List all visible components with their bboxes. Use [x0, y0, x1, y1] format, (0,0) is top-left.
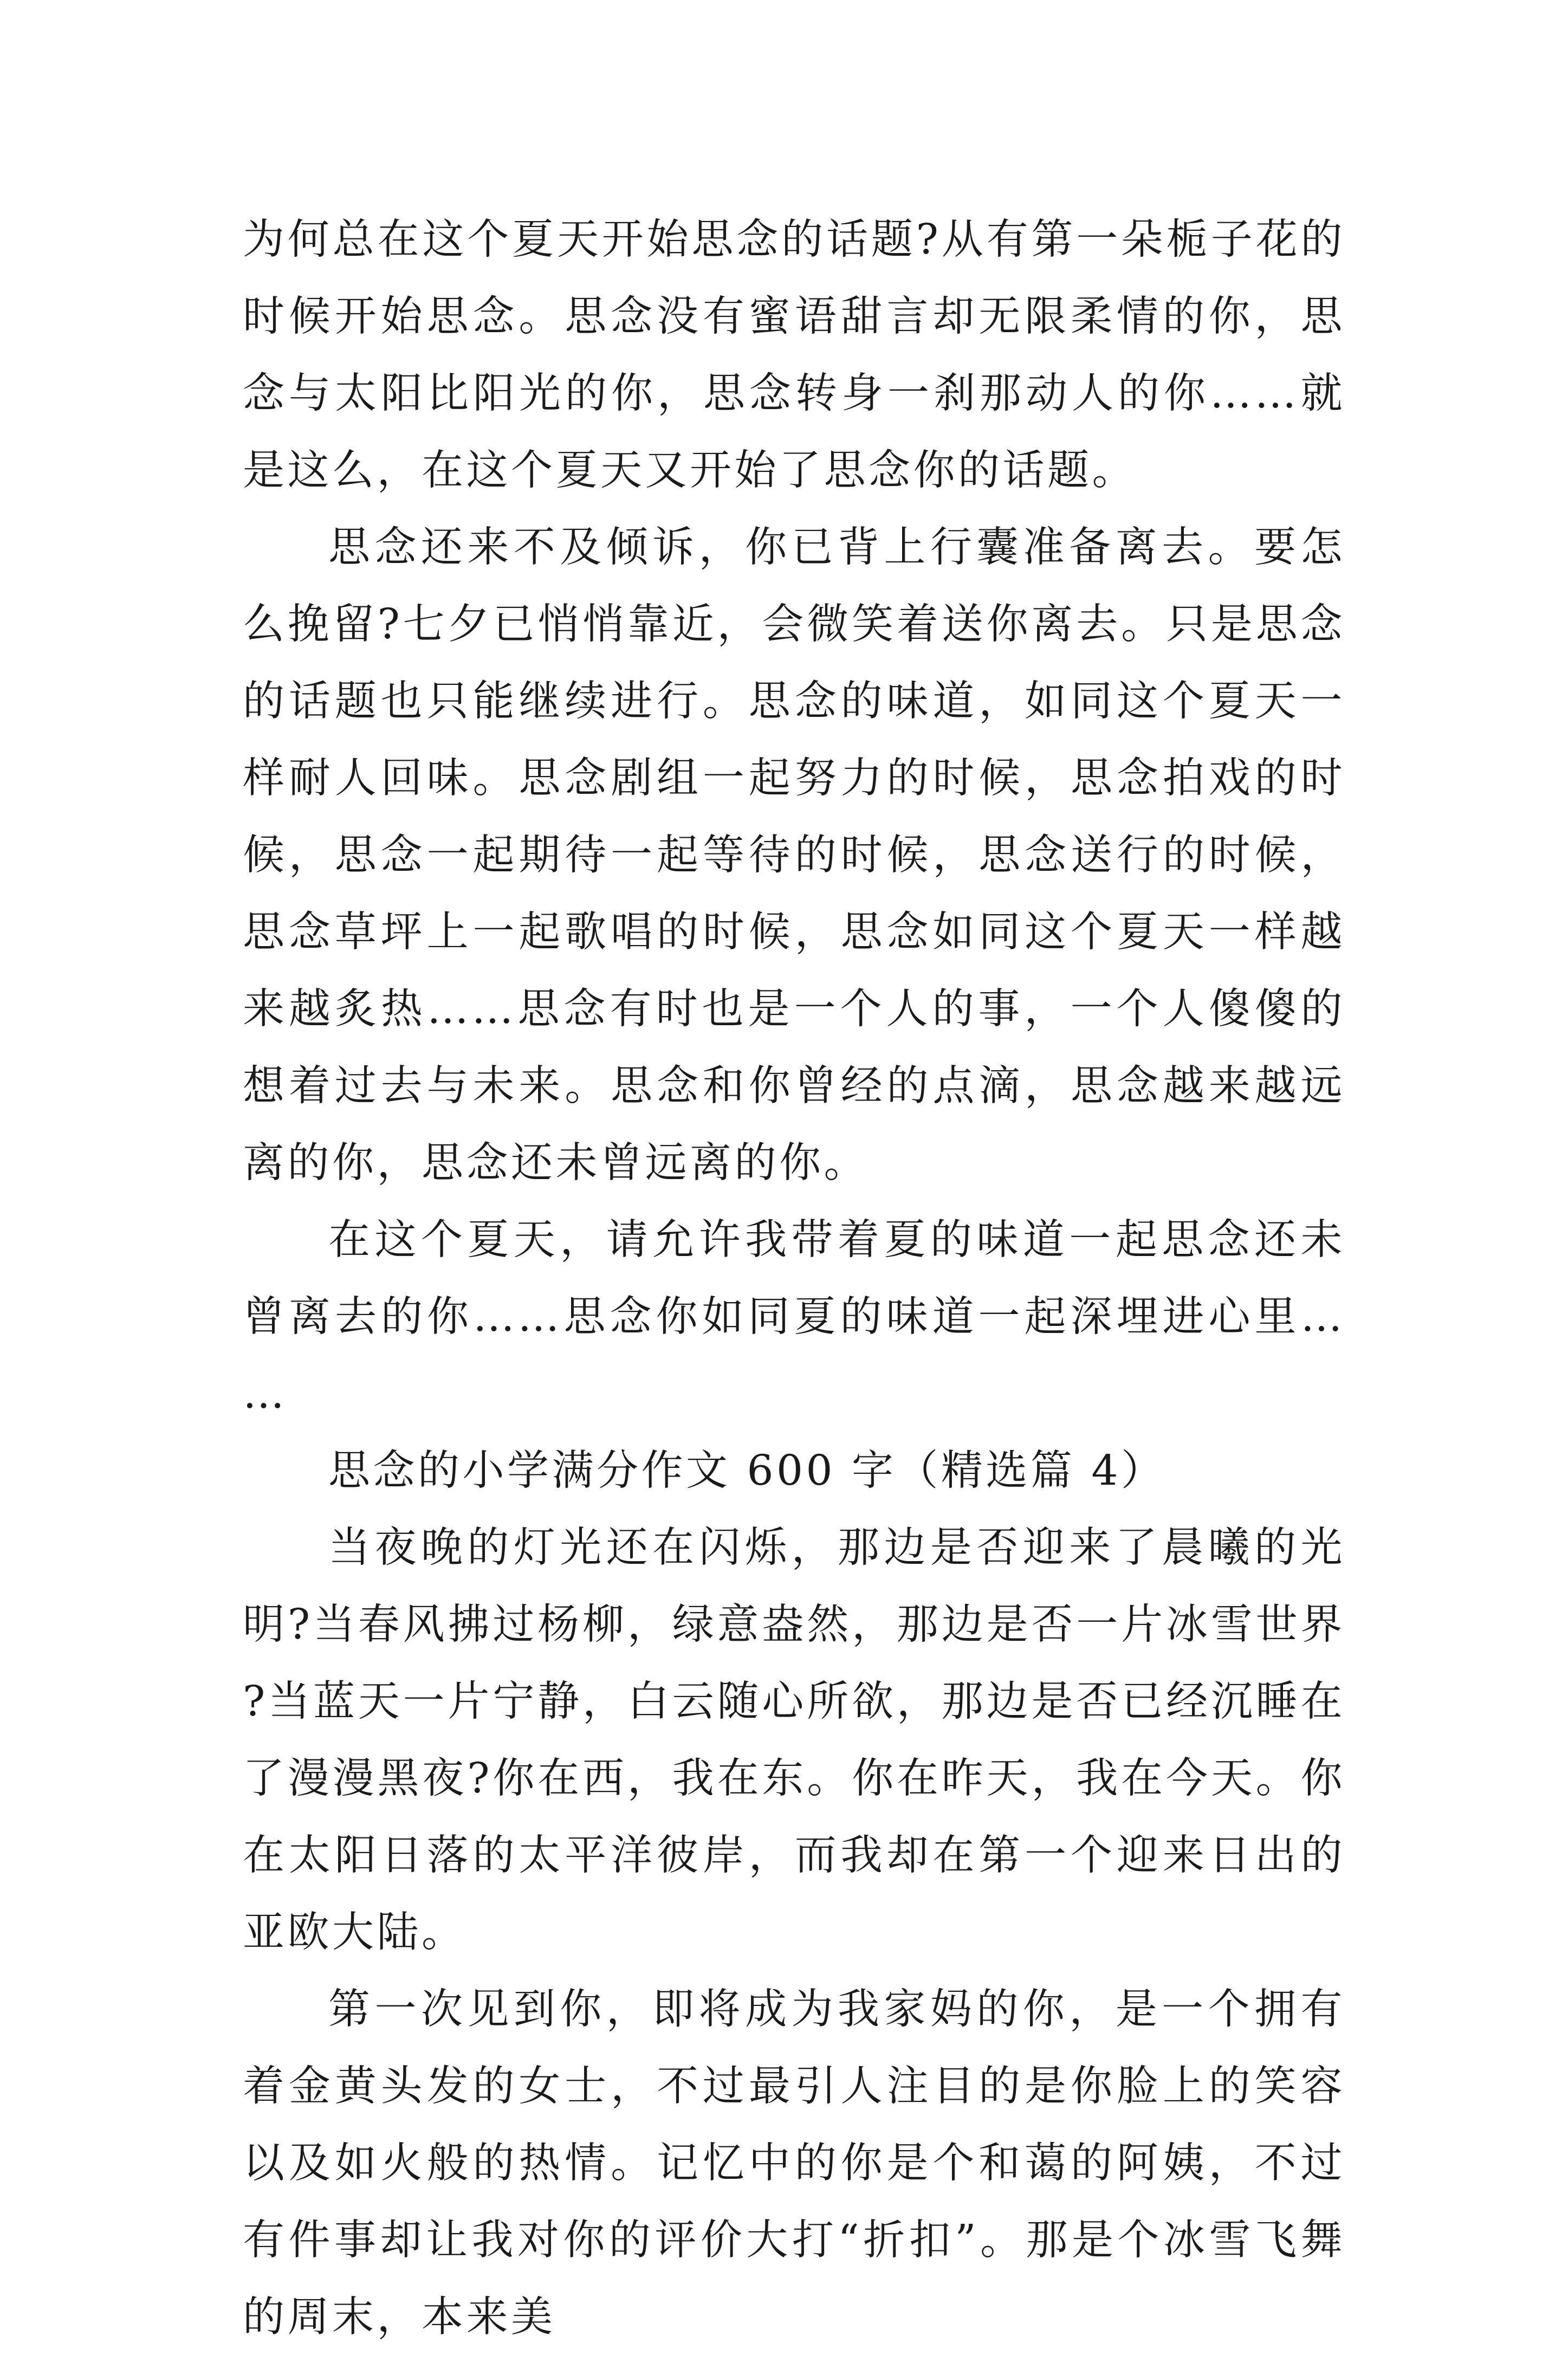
- paragraph-4: 当夜晚的灯光还在闪烁，那边是否迎来了晨曦的光明?当春风拂过杨柳，绿意盎然，那边是否一片冰雪世界?当蓝天一片宁静，白云随心所欲，那边是否已经沉睡在了漫漫黑夜?你在西，我在东。你在昨天，我在今天。你在太阳日落的太平洋彼岸，而我却在第一个迎来日出的亚欧大陆。: [243, 1524, 1345, 1957]
- paragraph-2: 思念还来不及倾诉，你已背上行囊准备离去。要怎么挽留?七夕已悄悄靠近，会微笑着送你离去。只是思念的话题也只能继续进行。思念的味道，如同这个夏天一样耐人回味。思念剧组一起努力的时候，思念拍戏的时候，思念一起期待一起等待的时候，思念送行的时候，思念草坪上一起歌唱的时候，思念如同这个夏天一样越来越炙热……思念有时也是一个人的事，一个人傻傻的想着过去与未来。思念和你曾经的点滴，思念越来越远离的你，思念还未曾远离的你。: [243, 523, 1345, 1187]
- paragraph-3: 在这个夏天，请允许我带着夏的味道一起思念还未曾离去的你……思念你如同夏的味道一起深埋进心里……: [243, 1216, 1345, 1418]
- paragraph-1: 为何总在这个夏天开始思念的话题?从有第一朵栀子花的时候开始思念。思念没有蜜语甜言却无限柔情的你，思念与太阳比阳光的你，思念转身一刹那动人的你……就是这么，在这个夏天又开始了思念你的话题。: [243, 216, 1345, 495]
- paragraph-5: 第一次见到你，即将成为我家妈的你，是一个拥有着金黄头发的女士，不过最引人注目的是你脸上的笑容以及如火般的热情。记忆中的你是个和蔼的阿姨，不过有件事却让我对你的评价大打“折扣”。那是个冰雪飞舞的周末，本来美: [243, 1985, 1345, 2341]
- document-body: [243, 202, 1345, 2356]
- section-heading: 思念的小学满分作文 600 字（精选篇 4）: [328, 1447, 1166, 1495]
